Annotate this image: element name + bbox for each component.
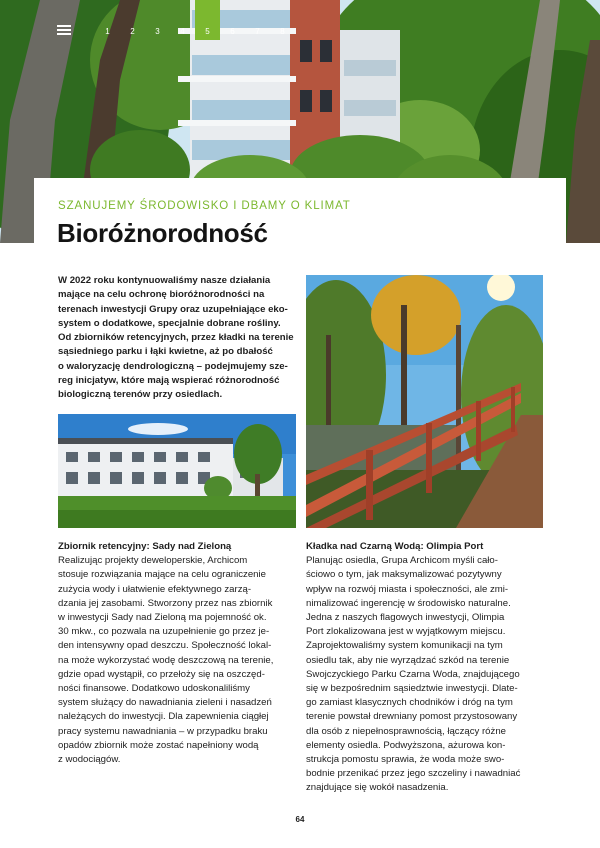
intro-paragraph: [58, 274, 298, 403]
page-nav-item[interactable]: 2: [130, 27, 135, 36]
article-line: Zaprojektowaliśmy system komunikacji na tym: [306, 640, 503, 652]
intro-line: mające na celu ochronę bioróżnorodności na: [58, 289, 265, 301]
article-line: elementy osiedla. Podwyższona, ażurowa kon-: [306, 739, 506, 751]
article-sady-nad-zielona: [58, 540, 303, 767]
article-line: stosuje rozwiązania mające na celu ograniczenie: [58, 569, 266, 581]
article-line: znajdujące się wokół nasadzenia.: [306, 782, 449, 794]
intro-line: terenach inwestycji Grupy oraz uzupełniające eko-: [58, 303, 288, 315]
page-nav-item[interactable]: 3: [155, 27, 160, 36]
page-number: 64: [295, 815, 305, 824]
article-line: den intensywny opad deszczu. Społeczność lokal-: [58, 640, 272, 652]
article-line: terenie powstał drewniany pomost przystosowany: [306, 711, 518, 723]
article-line: Swojczyckiego Parku Czarna Woda, znajdującego: [306, 668, 520, 680]
article-line: należących do inwestycji. Dla zapewnienia ciągłej: [58, 711, 269, 723]
article-line: gdzie opad wystąpił, co przełoży się na oszczęd-: [58, 668, 265, 680]
article-line: wpływ na rozwój miasta i społeczności, ale zmi-: [306, 583, 509, 595]
kladka-czarna-woda-photo: [306, 275, 543, 528]
intro-line: sąsiedniego parku i łąki kwietne, aż po dbałość: [58, 346, 273, 358]
article-line: dla osób z niepełnosprawnością, łączący różne: [306, 725, 506, 737]
hamburger-menu-icon[interactable]: [57, 25, 71, 35]
article-line: bodnie przenikać przez jego szczeliny i nawadniać: [306, 768, 521, 780]
page-title: Bioróżnorodność: [57, 218, 268, 248]
page-navigation: [95, 0, 295, 40]
article-line: dzania jej zasobami. Stworzony przez nas zbiornik: [58, 597, 273, 609]
article-line: w inwestycji Sady nad Zieloną ma pojemność ok.: [58, 612, 267, 624]
intro-line: reg inicjatyw, które mają wspierać różnorodność: [58, 375, 280, 387]
article-olimpia-port: [306, 540, 551, 796]
intro-line: biologiczną terenów przy osiedlach.: [58, 389, 223, 401]
article-line: 30 mkw., co pozwala na uzupełnienie go przez je-: [58, 626, 270, 638]
article-line: nimalizować ingerencję w środowisko naturalne.: [306, 597, 511, 609]
article-heading: Zbiornik retencyjny: Sady nad Zieloną: [58, 541, 232, 552]
section-kicker: SZANUJEMY ŚRODOWISKO I DBAMY O KLIMAT: [58, 200, 351, 212]
article-line: zużycia wody i ułatwienie efektywnego zarzą-: [58, 583, 252, 595]
article-line: na może wykorzystać wodę deszczową na terenie,: [58, 654, 274, 666]
article-line: pracy systemu nawadniania – w przypadku braku: [58, 725, 268, 737]
sady-nad-zielona-photo: [58, 414, 296, 528]
article-line: Realizując projekty deweloperskie, Archicom: [58, 555, 248, 567]
page-nav-item[interactable]: 4: [180, 27, 185, 36]
article-line: Port zlokalizowana jest w wyjątkowym miejscu.: [306, 626, 506, 638]
article-line: strukcja pomostu sprawia, że woda może swo-: [306, 754, 505, 766]
page-nav-item[interactable]: 8: [280, 27, 285, 36]
article-line: z wodociągów.: [58, 754, 121, 766]
article-line: się w bezpośrednim sąsiedztwie inwestycji. Dlate-: [306, 683, 518, 695]
page-nav-item[interactable]: 1: [105, 27, 110, 36]
article-line: system służący do nawadniania zieleni i nasadzeń: [58, 697, 272, 709]
intro-line: o waloryzację dendrologiczną – podejmujemy sze-: [58, 360, 288, 372]
article-line: opadów zbiornik może zostać napełniony wodą: [58, 739, 259, 751]
page-nav-item[interactable]: 6: [230, 27, 235, 36]
intro-line: W 2022 roku kontynuowaliśmy nasze działania: [58, 275, 271, 286]
page-nav-item-active[interactable]: 5: [195, 0, 220, 40]
article-heading: Kładka nad Czarną Wodą: Olimpia Port: [306, 541, 484, 552]
article-line: go zamiast klasycznych chodników i dróg na tym: [306, 697, 513, 709]
article-line: Planując osiedla, Grupa Archicom myśli cało-: [306, 555, 498, 567]
article-line: osiedlu tak, aby nie wyrządzać szkód na terenie: [306, 654, 510, 666]
page-nav-item[interactable]: 7: [255, 27, 260, 36]
intro-line: Od zbiorników retencyjnych, przez kładki na terenie: [58, 332, 294, 344]
article-line: Jedna z naszych flagowych inwestycji, Olimpia: [306, 612, 505, 624]
article-line: ściowo o tym, jak maksymalizować pozytywny: [306, 569, 502, 581]
intro-line: system o dodatkowe, specjalnie dobrane rośliny.: [58, 317, 281, 329]
article-line: ności finansowe. Dodatkowo udoskonaliliśmy: [58, 683, 250, 695]
